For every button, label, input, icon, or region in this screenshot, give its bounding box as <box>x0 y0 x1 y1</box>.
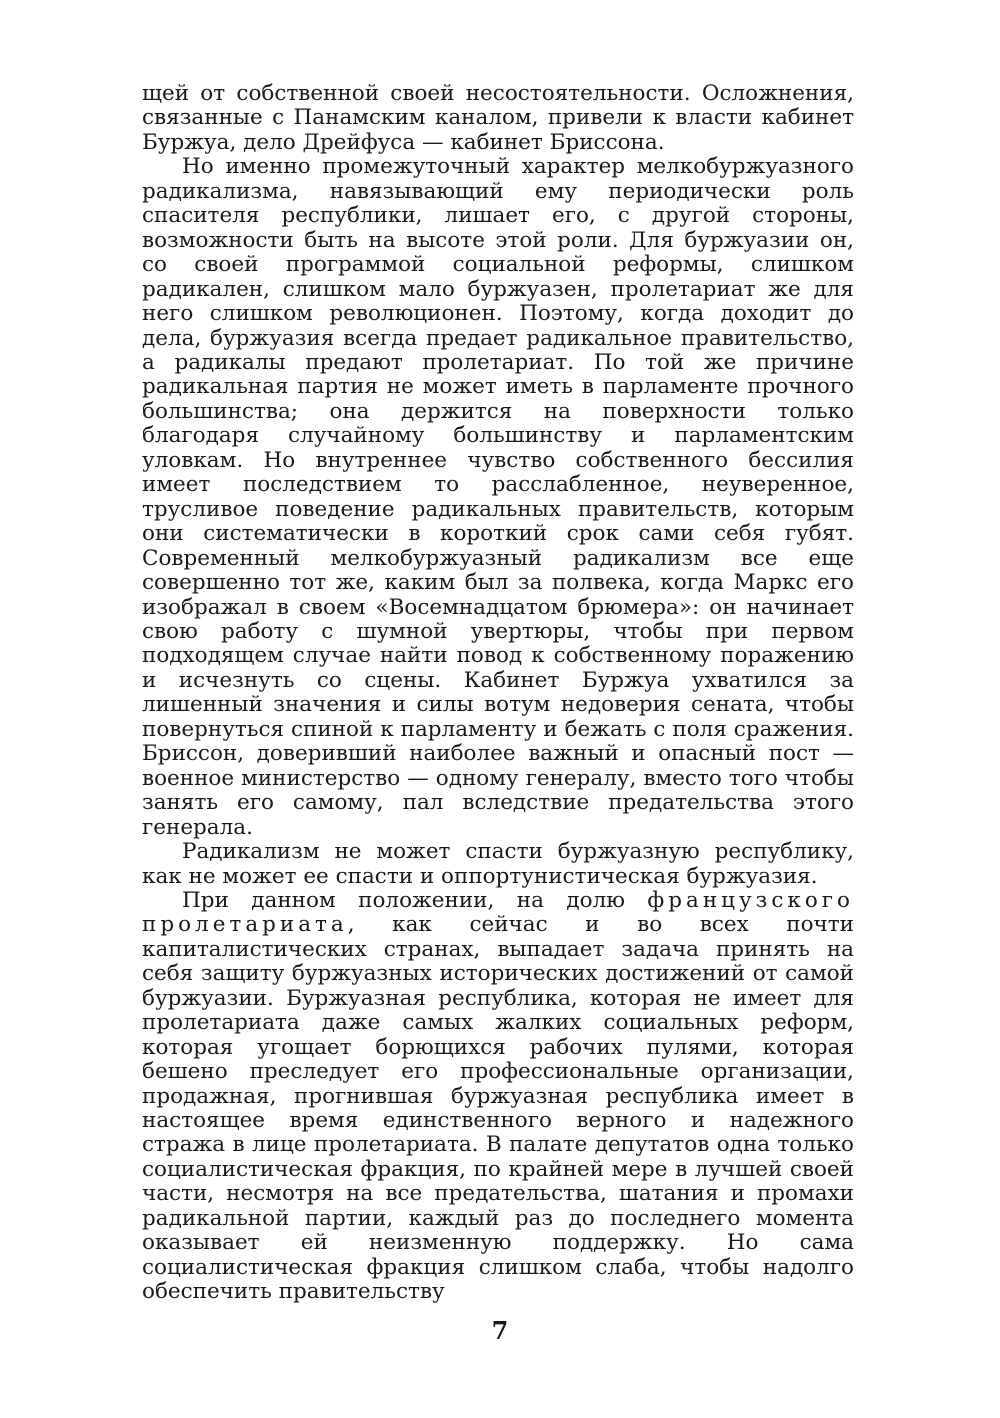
paragraph-radicalism-character: Но именно промежуточный характер мелкобуржуазного радикализма, навязывающий ему периодически роль спасителя республики, лишает его, с другой стороны, возможности быть на высоте этой роли. Для буржуазии он, со своей программой социальной реформы, слишком радикален, слишком мало буржуазен, пролетариат же для него слишком революционен. Поэтому, когда доходит до дела, буржуазия всегда предает радикальное правительство, а радикалы предают пролетариат. По той же причине радикальная партия не может иметь в парламенте прочного большинства; она держится на поверхности только благодаря случайному большинству и парламентским уловкам. Но внутреннее чувство собственного бессилия имеет последствием то расслабленное, неуверенное, трусливое поведение радикальных правительств, которым они систематически в короткий срок сами себя губят. Современный мелкобуржуазный радикализм все еще совершенно тот же, каким был за полвека, когда Маркс его изображал в своем «Восемнадцатом брюмера»: он начинает свою работу с шумной увертюры, чтобы при первом подходящем случае найти повод к собственному поражению и исчезнуть со сцены. Кабинет Буржуа ухватился за лишенный значения и силы вотум недоверия сената, чтобы повернуться спиной к парламенту и бежать с поля сражения. Бриссон, доверивший наиболее важный и опасный пост — военное министерство — одному генералу, вместо того чтобы занять его самому, пал вследствие предательства этого генерала. <box>142 154 854 840</box>
paragraph-continuation: щей от собственной своей несостоятельности. Осложнения, связанные с Панамским каналом, привели к власти кабинет Буржуа, дело Дрейфуса — кабинет Бриссона. <box>142 81 854 155</box>
paragraph-lead-text: При данном положении, на долю <box>182 887 648 913</box>
paragraph-rest-text: , как сейчас и во всех почти капиталистических странах, выпадает задача принять на себя защиту буржуазных исторических достижений от самой буржуазии. Буржуазная республика, которая не имеет для пролетариата даже самых жалких социальных реформ, которая угощает борющихся рабочих пулями, которая бешено преследует его профессиональные организации, продажная, прогнившая буржуазная республика имеет в настоящее время единственного верного и надежного стража в лице пролетариата. В палате депутатов одна только социалистическая фракция, по крайней мере в лучшей своей части, несмотря на все предательства, шатания и промахи радикальной партии, каждый раз до последнего момента оказывает ей неизменную поддержку. Но сама социалистическая фракция слишком слаба, чтобы надолго обеспечить правительству <box>142 912 854 1305</box>
emphasized-phrase: французского пролетариата <box>142 887 854 938</box>
page-number: 7 <box>491 1316 509 1345</box>
paragraph-proletariat-task <box>142 889 854 1305</box>
body-text <box>142 82 854 1305</box>
paragraph-radicalism-cannot-save: Радикализм не может спасти буржуазную республику, как не может ее спасти и оппортунистическая буржуазия. <box>142 839 854 889</box>
